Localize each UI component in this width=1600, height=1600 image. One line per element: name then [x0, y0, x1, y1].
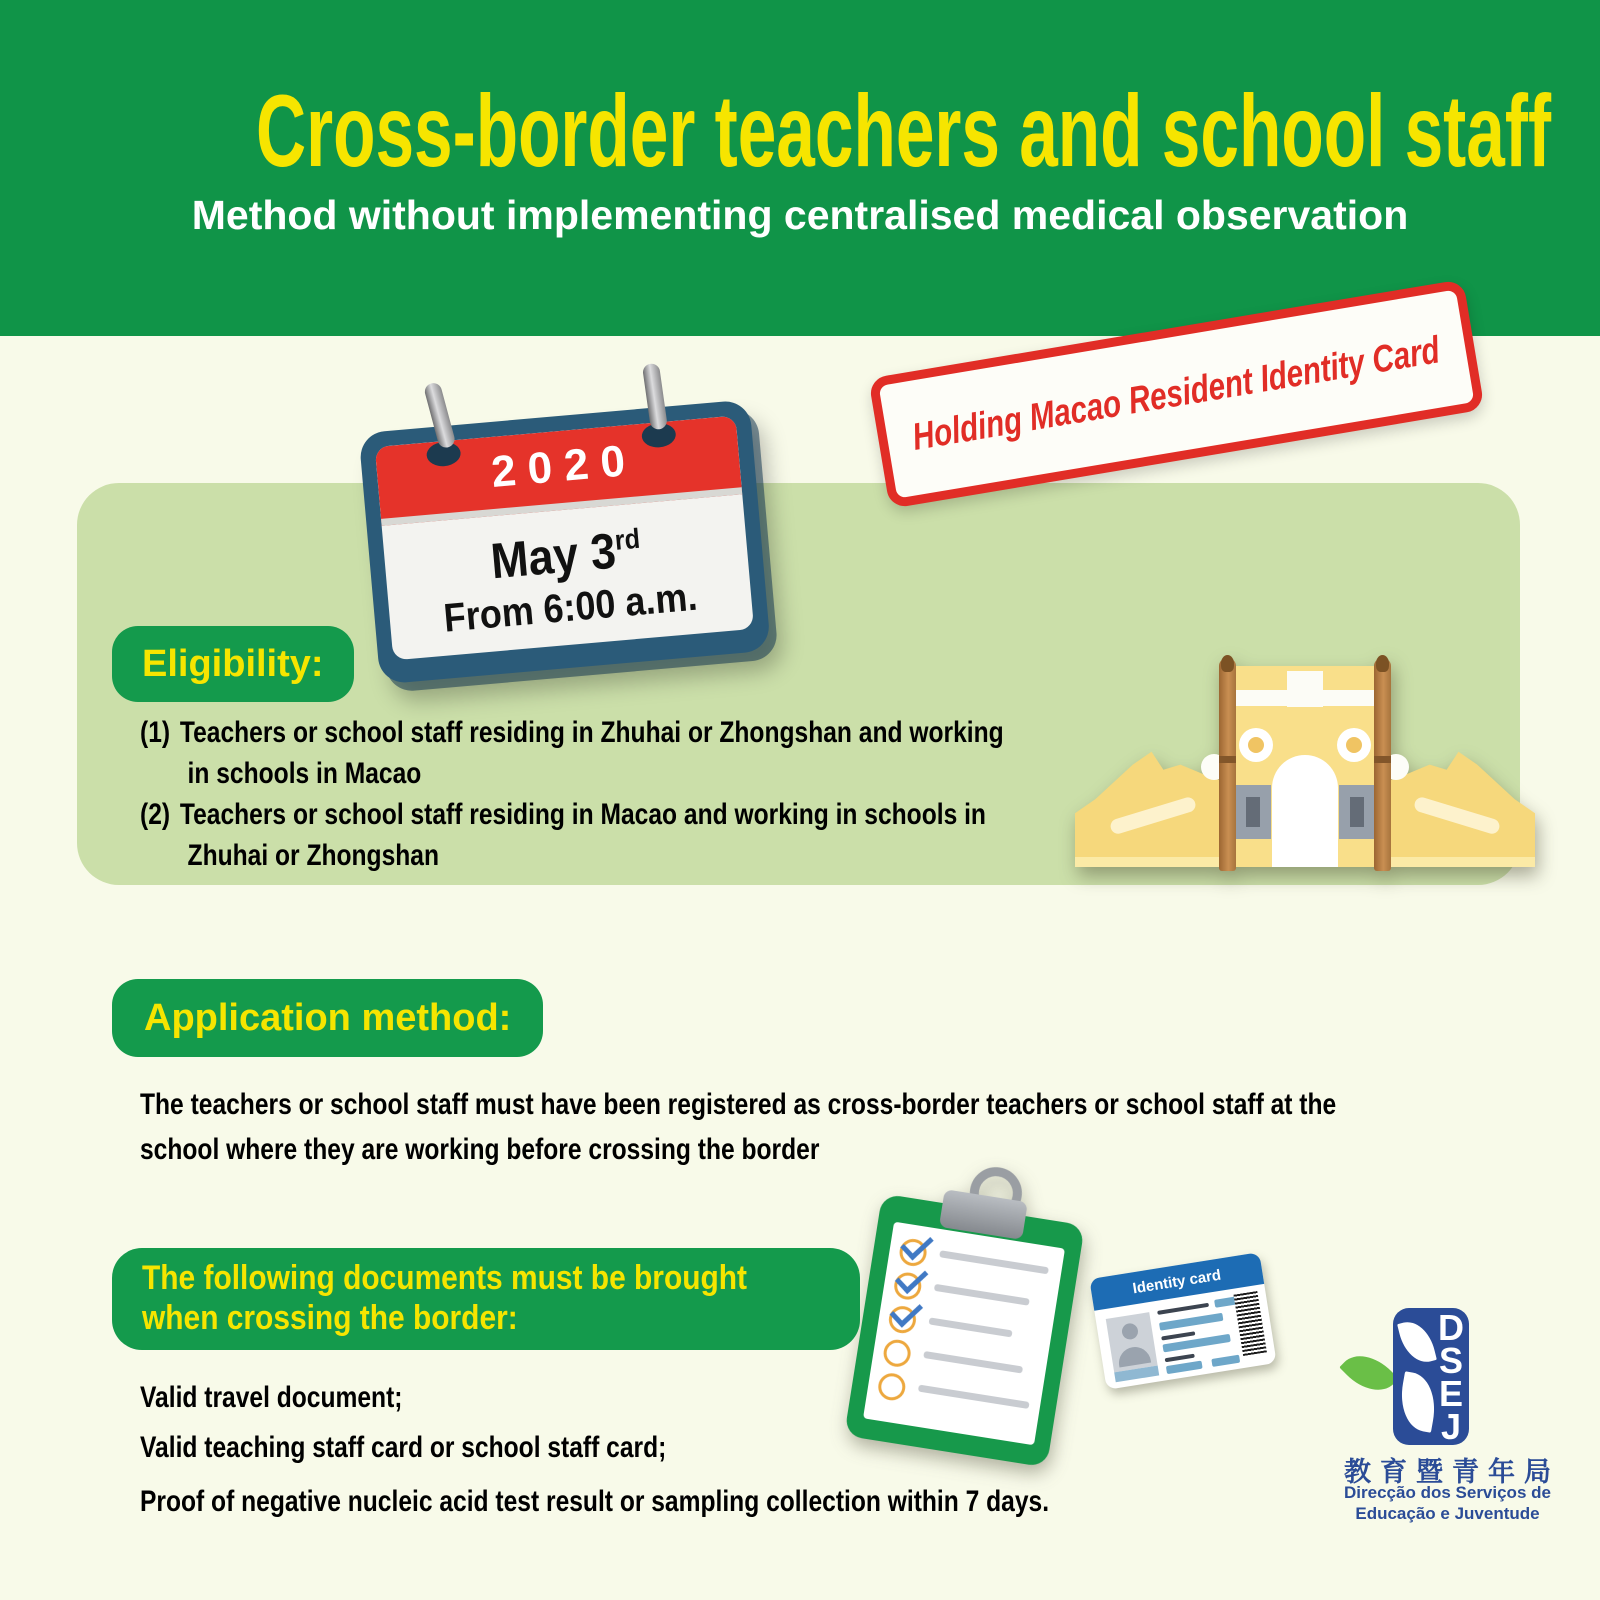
eligibility-heading: Eligibility: [142, 642, 324, 685]
gate-post-left [1219, 658, 1236, 871]
page-subtitle: Method without implementing centralised medical observation [191, 192, 1409, 238]
application-heading: Application method: [144, 996, 512, 1039]
eligibility-item-1 [140, 712, 1193, 794]
gate-building [1227, 666, 1383, 867]
card-field-bar [1159, 1313, 1223, 1331]
green-leaf-icon [1339, 1343, 1398, 1402]
item-text-line: Teachers or school staff residing in Zhuhai or Zhongshan and working [179, 716, 1004, 749]
checklist-row [892, 1271, 896, 1297]
checklist-line [923, 1351, 1023, 1374]
logo-portuguese-name-line: Direcção dos Serviços de [1344, 1483, 1551, 1502]
checklist-row [898, 1237, 902, 1263]
calendar-illustration [355, 355, 772, 688]
white-leaf-icon [1395, 1371, 1440, 1432]
logo-chinese-name: 教育暨青年局 [1344, 1457, 1560, 1487]
calendar-frame [359, 399, 771, 684]
calendar-year: 2020 [489, 435, 639, 497]
gate-arch-door [1272, 755, 1338, 867]
calendar-date-suffix: rd [613, 522, 642, 556]
document-item: Valid teaching staff card or school staff card; [140, 1431, 667, 1464]
border-gate-illustration [1075, 658, 1535, 873]
white-leaf-icon [1397, 1317, 1437, 1367]
checklist-line [929, 1317, 1013, 1337]
identity-card-illustration [1089, 1252, 1276, 1390]
item-marker: (1) [140, 716, 171, 749]
checklist-row [877, 1371, 881, 1397]
item-text-line: Zhuhai or Zhongshan [187, 839, 440, 872]
item-text-line: in schools in Macao [187, 757, 422, 790]
dsej-logo [1330, 1300, 1565, 1530]
gate-window-left [1235, 785, 1271, 839]
documents-heading-pill [112, 1248, 860, 1350]
stamp-label: Holding Macao Resident Identity Card [909, 328, 1444, 459]
identity-card-photo [1106, 1312, 1158, 1372]
gate-round-window-left [1239, 728, 1273, 762]
card-text-line [1157, 1303, 1209, 1315]
item-marker: (2) [140, 798, 171, 831]
dsej-logo-mark [1393, 1308, 1469, 1445]
checklist-line [918, 1385, 1030, 1409]
card-field-bar [1211, 1355, 1240, 1367]
calendar-date: May 3rd [488, 522, 642, 590]
logo-portuguese-name-line: Educação e Juventude [1355, 1504, 1540, 1523]
document-item: Valid travel document; [140, 1381, 403, 1414]
eligibility-item-2 [140, 794, 1172, 876]
item-text-line: Teachers or school staff residing in Macao and working in schools in [179, 798, 986, 831]
gate-window-right [1339, 785, 1375, 839]
documents-heading-line: when crossing the border: [142, 1298, 518, 1337]
checklist-line [939, 1250, 1049, 1274]
gate-round-window-right [1337, 728, 1371, 762]
page-title: Cross-border teachers and school staff [256, 74, 1552, 188]
document-item: Proof of negative nucleic acid test result or sampling collection within 7 days. [140, 1485, 1050, 1518]
gate-roof-notch [1287, 671, 1323, 707]
application-paragraph-line: school where they are working before crossing the border [140, 1133, 820, 1166]
dsej-letters: D S E J [1438, 1307, 1464, 1447]
checkbox-circle [882, 1338, 913, 1369]
checklist-line [934, 1284, 1030, 1306]
identity-card-title: Identity card [1131, 1266, 1223, 1297]
checklist-row [887, 1304, 891, 1330]
checklist-row [882, 1338, 886, 1364]
documents-heading-line: The following documents must be brought [142, 1259, 748, 1297]
checklist-clipboard-illustration [844, 1193, 1085, 1467]
clipboard-paper [863, 1222, 1065, 1446]
calendar-time: From 6:00 a.m. [442, 574, 699, 641]
gate-post-right [1374, 658, 1391, 871]
eligibility-heading-pill [112, 626, 354, 702]
application-paragraph-line: The teachers or school staff must have been registered as cross-border teachers or school staff at the [140, 1088, 1337, 1121]
checkbox-circle [876, 1371, 907, 1402]
card-field-bar [1166, 1361, 1203, 1375]
card-text-line [1165, 1354, 1195, 1363]
barcode-icon [1234, 1291, 1267, 1356]
application-heading-pill [112, 979, 543, 1057]
header-banner [0, 0, 1600, 336]
calendar-year-band [375, 416, 743, 526]
